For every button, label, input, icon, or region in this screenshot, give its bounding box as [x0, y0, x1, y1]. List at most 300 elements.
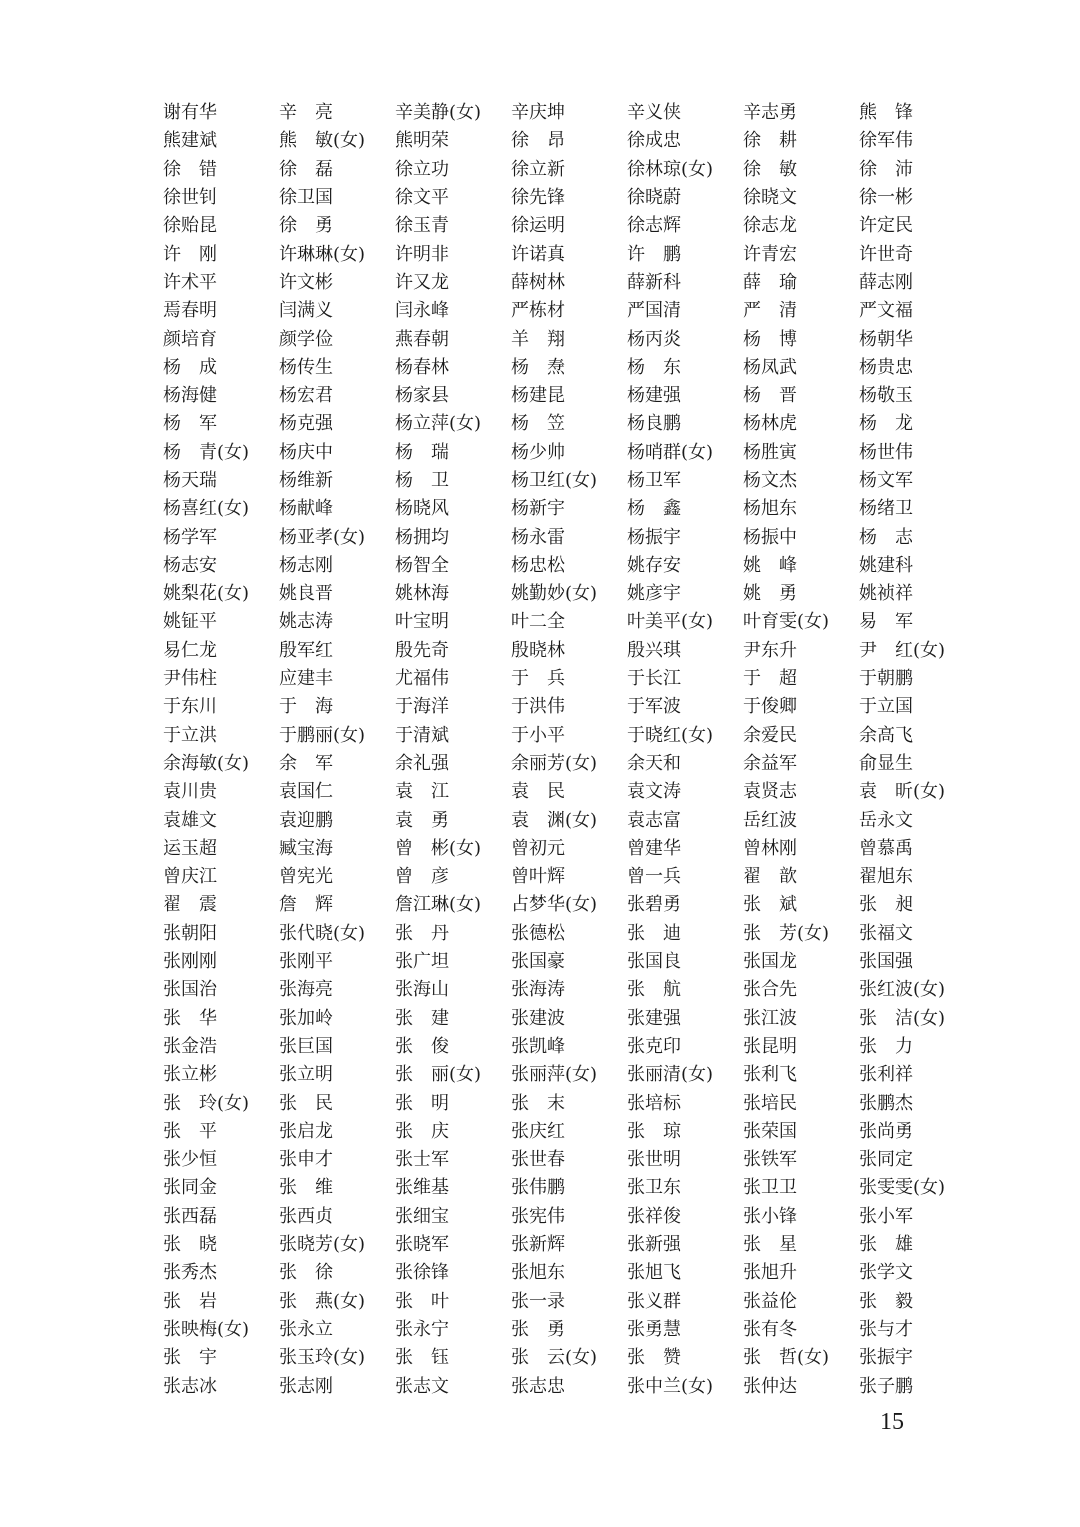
name-entry: 尹伟柱 [163, 668, 217, 690]
name-entry: 姚良晋 [279, 583, 333, 605]
name-entry: 叶美平(女) [627, 611, 714, 633]
name-entry: 张朝阳 [163, 922, 217, 944]
name-entry: 于 超 [743, 668, 797, 690]
name-entry: 张晓芳(女) [279, 1234, 366, 1256]
name-entry: 曾一兵 [627, 866, 681, 888]
name-entry: 张雯雯(女) [859, 1177, 946, 1199]
name-entry: 张 航 [627, 979, 681, 1001]
name-entry: 徐军伟 [859, 130, 913, 152]
name-entry: 张永立 [279, 1318, 333, 1340]
name-entry: 张 俊 [395, 1035, 449, 1057]
name-entry: 张同金 [163, 1177, 217, 1199]
name-entry: 薛树林 [511, 271, 565, 293]
name-entry: 张 末 [511, 1092, 565, 1114]
name-entry: 袁 渊(女) [511, 809, 598, 831]
name-entry: 杨 鑫 [627, 498, 681, 520]
name-entry: 羊 翔 [511, 328, 565, 350]
name-entry: 杨晓风 [395, 498, 449, 520]
name-entry: 姚林海 [395, 583, 449, 605]
name-entry: 张 丹 [395, 922, 449, 944]
name-entry: 占梦华(女) [511, 894, 598, 916]
name-entry: 尹 红(女) [859, 639, 946, 661]
name-entry: 张 岩 [163, 1290, 217, 1312]
name-entry: 徐 错 [163, 158, 217, 180]
name-entry: 严栋材 [511, 300, 565, 322]
name-entry: 张 雄 [859, 1234, 913, 1256]
name-entry: 袁雄文 [163, 809, 217, 831]
name-entry: 余海敏(女) [163, 752, 250, 774]
name-entry: 许术平 [163, 271, 217, 293]
name-entry: 张 洁(女) [859, 1007, 946, 1029]
name-entry: 杨 卫 [395, 470, 449, 491]
name-entry: 张鹏杰 [859, 1092, 913, 1114]
name-entry: 徐运明 [511, 215, 565, 237]
name-entry: 张西贞 [279, 1205, 333, 1227]
name-entry: 运玉超 [163, 837, 217, 859]
name-entry: 张丽清(女) [627, 1064, 714, 1086]
name-entry: 张江波 [743, 1007, 797, 1029]
name-entry: 张丽萍(女) [511, 1064, 598, 1086]
name-entry: 袁 民 [511, 781, 565, 803]
name-entry: 詹江琳(女) [395, 894, 482, 916]
name-entry: 杨世伟 [859, 441, 913, 463]
name-entry: 张 宇 [163, 1347, 217, 1369]
name-entry: 颜学俭 [279, 328, 333, 350]
name-entry: 张 玲(女) [163, 1092, 250, 1114]
name-entry: 张中兰(女) [627, 1375, 714, 1397]
name-entry: 翟旭东 [859, 866, 913, 888]
name-entry: 张 勇 [511, 1318, 565, 1340]
name-entry: 张建波 [511, 1007, 565, 1029]
name-entry: 余天和 [627, 752, 681, 774]
name-entry: 张凯峰 [511, 1035, 565, 1057]
name-entry: 谢有华 [163, 102, 217, 124]
name-entry: 张 民 [279, 1092, 333, 1114]
name-entry: 焉春明 [163, 300, 217, 322]
name-entry: 杨凤武 [743, 356, 797, 378]
name-entry: 张振宇 [859, 1347, 913, 1369]
name-entry: 杨喜红(女) [163, 498, 250, 520]
name-entry: 张国治 [163, 979, 217, 1001]
name-entry: 张玉玲(女) [279, 1347, 366, 1369]
name-entry: 张 琼 [627, 1120, 681, 1142]
name-entry: 张 毅 [859, 1290, 913, 1312]
name-entry: 杨文军 [859, 470, 913, 491]
name-entry: 于清斌 [395, 724, 449, 746]
name-entry: 张海山 [395, 979, 449, 1001]
name-entry: 许明非 [395, 243, 449, 265]
name-entry: 张一录 [511, 1290, 565, 1312]
name-entry: 熊 敏(女) [279, 130, 366, 152]
name-entry: 张永宁 [395, 1318, 449, 1340]
name-entry: 袁国仁 [279, 781, 333, 803]
name-entry: 张新辉 [511, 1234, 565, 1256]
name-entry: 于东川 [163, 696, 217, 718]
name-entry: 张士军 [395, 1149, 449, 1171]
name-entry: 曾慕禹 [859, 837, 913, 859]
name-entry: 杨良鹏 [627, 413, 681, 435]
name-entry: 叶育雯(女) [743, 611, 830, 633]
name-entry: 杨春林 [395, 356, 449, 378]
name-entry: 严 清 [743, 300, 797, 322]
name-entry: 张国豪 [511, 951, 565, 973]
name-entry: 张 赞 [627, 1347, 681, 1369]
name-entry: 徐一彬 [859, 187, 913, 209]
name-entry: 许诺真 [511, 243, 565, 265]
name-entry: 于立洪 [163, 724, 217, 746]
name-entry: 张庆红 [511, 1120, 565, 1142]
name-entry: 徐林琼(女) [627, 158, 714, 180]
name-entry: 姚祯祥 [859, 583, 913, 605]
name-entry: 张新强 [627, 1234, 681, 1256]
name-entry: 徐文平 [395, 187, 449, 209]
name-entry: 杨建昆 [511, 385, 565, 407]
name-entry: 张尚勇 [859, 1120, 913, 1142]
name-entry: 翟 歆 [743, 866, 797, 888]
name-entry: 张义群 [627, 1290, 681, 1312]
name-entry: 徐 敏 [743, 158, 797, 180]
name-entry: 杨立萍(女) [395, 413, 482, 435]
name-entry: 辛志勇 [743, 102, 797, 124]
name-entry: 杨 东 [627, 356, 681, 378]
name-entry: 应建丰 [279, 668, 333, 690]
name-entry: 张 星 [743, 1234, 797, 1256]
name-entry: 叶二全 [511, 611, 565, 633]
name-entry: 张利飞 [743, 1064, 797, 1086]
name-entry: 颜培育 [163, 328, 217, 350]
name-entry: 许 鹏 [627, 243, 681, 265]
name-entry: 张铁军 [743, 1149, 797, 1171]
name-entry: 张 芳(女) [743, 922, 830, 944]
name-entry: 翟 震 [163, 894, 217, 916]
name-entry: 张西磊 [163, 1205, 217, 1227]
name-entry: 杨志安 [163, 554, 217, 576]
name-entry: 杨振中 [743, 526, 797, 548]
name-entry: 张小锋 [743, 1205, 797, 1227]
name-entry: 殷军红 [279, 639, 333, 661]
name-entry: 张刚平 [279, 951, 333, 973]
name-entry: 杨文杰 [743, 470, 797, 491]
name-entry: 姚志涛 [279, 611, 333, 633]
name-entry: 于朝鹏 [859, 668, 913, 690]
name-entry: 张 庆 [395, 1120, 449, 1142]
name-entry: 杨 成 [163, 356, 217, 378]
name-entry: 杨建强 [627, 385, 681, 407]
name-entry: 于鹏丽(女) [279, 724, 366, 746]
name-entry: 尹东升 [743, 639, 797, 661]
name-entry: 徐玉青 [395, 215, 449, 237]
name-entry: 姚梨花(女) [163, 583, 250, 605]
name-entry: 杨 焘 [511, 356, 565, 378]
name-entry: 袁志富 [627, 809, 681, 831]
name-entry: 张仲达 [743, 1375, 797, 1397]
name-entry: 张 平 [163, 1120, 217, 1142]
name-entry: 张子鹏 [859, 1375, 913, 1397]
name-entry: 杨天瑞 [163, 470, 217, 491]
name-entry: 徐立新 [511, 158, 565, 180]
name-entry: 杨林虎 [743, 413, 797, 435]
name-entry: 张宪伟 [511, 1205, 565, 1227]
name-entry: 张学文 [859, 1262, 913, 1284]
name-entry: 杨 博 [743, 328, 797, 350]
name-entry: 杨 志 [859, 526, 913, 548]
name-entry: 于晓红(女) [627, 724, 714, 746]
name-entry: 熊 锋 [859, 102, 913, 124]
name-entry: 杨智全 [395, 554, 449, 576]
name-entry: 杨卫红(女) [511, 470, 598, 491]
name-entry: 于小平 [511, 724, 565, 746]
name-entry: 余丽芳(女) [511, 752, 598, 774]
name-entry: 许定民 [859, 215, 913, 237]
name-entry: 燕春朝 [395, 328, 449, 350]
name-entry: 许青宏 [743, 243, 797, 265]
name-entry: 严国清 [627, 300, 681, 322]
name-entry: 杨贵忠 [859, 356, 913, 378]
name-entry: 张小军 [859, 1205, 913, 1227]
name-entry: 袁文涛 [627, 781, 681, 803]
name-entry: 袁 昕(女) [859, 781, 946, 803]
name-entry: 张旭升 [743, 1262, 797, 1284]
name-entry: 张 明 [395, 1092, 449, 1114]
name-entry: 熊建斌 [163, 130, 217, 152]
name-entry: 杨庆中 [279, 441, 333, 463]
name-entry: 张 晓 [163, 1234, 217, 1256]
name-entry: 姚彦宇 [627, 583, 681, 605]
name-entry: 张加岭 [279, 1007, 333, 1029]
name-entry: 张 力 [859, 1035, 913, 1057]
name-entry: 袁贤志 [743, 781, 797, 803]
name-entry: 张映梅(女) [163, 1318, 250, 1340]
name-entry: 辛庆坤 [511, 102, 565, 124]
name-entry: 岳永文 [859, 809, 913, 831]
name-entry: 张立明 [279, 1064, 333, 1086]
name-entry: 徐立功 [395, 158, 449, 180]
name-entry: 严文福 [859, 300, 913, 322]
name-entry: 张 丽(女) [395, 1064, 482, 1086]
name-entry: 于军波 [627, 696, 681, 718]
name-entry: 杨宏君 [279, 385, 333, 407]
name-entry: 张国良 [627, 951, 681, 973]
name-entry: 徐 沛 [859, 158, 913, 180]
name-entry: 曾叶辉 [511, 866, 565, 888]
name-entry: 许又龙 [395, 271, 449, 293]
name-entry: 易 军 [859, 611, 913, 633]
name-entry: 尤福伟 [395, 668, 449, 690]
name-entry: 徐贻昆 [163, 215, 217, 237]
name-entry: 张 建 [395, 1007, 449, 1029]
name-entry: 张克印 [627, 1035, 681, 1057]
name-entry: 杨 笠 [511, 413, 565, 435]
name-entry: 许文彬 [279, 271, 333, 293]
name-entry: 张益伦 [743, 1290, 797, 1312]
name-entry: 余益军 [743, 752, 797, 774]
name-entry: 徐志龙 [743, 215, 797, 237]
name-entry: 杨 青(女) [163, 441, 250, 463]
name-entry: 张国强 [859, 951, 913, 973]
name-entry: 杨献峰 [279, 498, 333, 520]
name-entry: 杨敬玉 [859, 385, 913, 407]
name-entry: 张广坦 [395, 951, 449, 973]
name-entry: 杨忠松 [511, 554, 565, 576]
name-entry: 张培民 [743, 1092, 797, 1114]
name-entry: 张卫东 [627, 1177, 681, 1199]
name-entry: 薛新科 [627, 271, 681, 293]
name-entry: 张利祥 [859, 1064, 913, 1086]
name-entry: 杨永雷 [511, 526, 565, 548]
name-entry: 张 叶 [395, 1290, 449, 1312]
name-entry: 曾建华 [627, 837, 681, 859]
name-entry: 张伟鹏 [511, 1177, 565, 1199]
name-entry: 杨克强 [279, 413, 333, 435]
name-entry: 姚勤妙(女) [511, 583, 598, 605]
name-entry: 张国龙 [743, 951, 797, 973]
name-entry: 余爱民 [743, 724, 797, 746]
name-entry: 岳红波 [743, 809, 797, 831]
name-entry: 殷兴琪 [627, 639, 681, 661]
name-entry: 殷晓林 [511, 639, 565, 661]
name-entry: 张 哲(女) [743, 1347, 830, 1369]
name-entry: 曾林刚 [743, 837, 797, 859]
name-entry: 杨振宇 [627, 526, 681, 548]
name-entry: 杨绪卫 [859, 498, 913, 520]
name-entry: 易仁龙 [163, 639, 217, 661]
name-entry: 薛 瑜 [743, 271, 797, 293]
name-entry: 叶宝明 [395, 611, 449, 633]
name-entry: 张 徐 [279, 1262, 333, 1284]
name-entry: 张有冬 [743, 1318, 797, 1340]
name-entry: 徐卫国 [279, 187, 333, 209]
name-entry: 张德松 [511, 922, 565, 944]
name-entry: 张世春 [511, 1149, 565, 1171]
name-entry: 于立国 [859, 696, 913, 718]
name-entry: 杨少帅 [511, 441, 565, 463]
name-entry: 熊明荣 [395, 130, 449, 152]
name-entry: 于俊卿 [743, 696, 797, 718]
name-entry: 张晓军 [395, 1234, 449, 1256]
name-entry: 张福文 [859, 922, 913, 944]
name-entry: 张昆明 [743, 1035, 797, 1057]
name-entry: 张 迪 [627, 922, 681, 944]
name-entry: 杨 晋 [743, 385, 797, 407]
name-entry: 张合先 [743, 979, 797, 1001]
name-entry: 徐 耕 [743, 130, 797, 152]
name-entry: 于海洋 [395, 696, 449, 718]
name-entry: 徐晓蔚 [627, 187, 681, 209]
name-entry: 张祥俊 [627, 1205, 681, 1227]
name-entry: 张旭东 [511, 1262, 565, 1284]
name-entry: 杨新宇 [511, 498, 565, 520]
name-entry: 徐成忠 [627, 130, 681, 152]
name-entry: 张巨国 [279, 1035, 333, 1057]
name-entry: 杨亚孝(女) [279, 526, 366, 548]
name-entry: 曾 彬(女) [395, 837, 482, 859]
name-entry: 杨拥均 [395, 526, 449, 548]
name-entry: 张启龙 [279, 1120, 333, 1142]
name-entry: 杨 军 [163, 413, 217, 435]
name-entry: 姚 峰 [743, 554, 797, 576]
name-entry: 姚 勇 [743, 583, 797, 605]
name-entry: 张 钰 [395, 1347, 449, 1369]
name-entry: 薛志刚 [859, 271, 913, 293]
name-entry: 张与才 [859, 1318, 913, 1340]
name-entry: 俞显生 [859, 752, 913, 774]
name-entry: 杨志刚 [279, 554, 333, 576]
name-entry: 张 昶 [859, 894, 913, 916]
name-entry: 姚建科 [859, 554, 913, 576]
name-entry: 曾庆江 [163, 866, 217, 888]
name-entry: 姚存安 [627, 554, 681, 576]
page-number: 15 [880, 1409, 904, 1435]
name-entry: 许世奇 [859, 243, 913, 265]
name-entry: 张建强 [627, 1007, 681, 1029]
name-entry: 许 刚 [163, 243, 217, 265]
name-entry: 于 兵 [511, 668, 565, 690]
name-entry: 张秀杰 [163, 1262, 217, 1284]
name-entry: 闫永峰 [395, 300, 449, 322]
name-entry: 张红波(女) [859, 979, 946, 1001]
name-entry: 杨家县 [395, 385, 449, 407]
name-entry: 辛义侠 [627, 102, 681, 124]
name-entry: 杨哨群(女) [627, 441, 714, 463]
name-entry: 曾初元 [511, 837, 565, 859]
name-entry: 杨丙炎 [627, 328, 681, 350]
name-entry: 余高飞 [859, 724, 913, 746]
name-entry: 张旭飞 [627, 1262, 681, 1284]
name-entry: 曾宪光 [279, 866, 333, 888]
name-entry: 张碧勇 [627, 894, 681, 916]
name-entry: 于洪伟 [511, 696, 565, 718]
name-entry: 张培标 [627, 1092, 681, 1114]
name-entry: 张金浩 [163, 1035, 217, 1057]
name-entry: 张同定 [859, 1149, 913, 1171]
name-entry: 张维基 [395, 1177, 449, 1199]
name-entry: 辛 亮 [279, 102, 333, 124]
name-entry: 张申才 [279, 1149, 333, 1171]
name-entry: 闫满义 [279, 300, 333, 322]
name-entry: 徐 昂 [511, 130, 565, 152]
name-entry: 袁 勇 [395, 809, 449, 831]
name-entry: 殷先奇 [395, 639, 449, 661]
name-entry: 辛美静(女) [395, 102, 482, 124]
name-entry: 杨胜寅 [743, 441, 797, 463]
name-entry: 徐先锋 [511, 187, 565, 209]
name-entry: 余礼强 [395, 752, 449, 774]
name-entry: 徐 勇 [279, 215, 333, 237]
name-entry: 曾 彦 [395, 866, 449, 888]
name-entry: 杨学军 [163, 526, 217, 548]
name-entry: 张立彬 [163, 1064, 217, 1086]
name-entry: 杨旭东 [743, 498, 797, 520]
name-entry: 张 斌 [743, 894, 797, 916]
name-entry: 张刚刚 [163, 951, 217, 973]
name-entry: 姚钲平 [163, 611, 217, 633]
name-entry: 张志文 [395, 1375, 449, 1397]
name-entry: 杨传生 [279, 356, 333, 378]
name-entry: 张勇慧 [627, 1318, 681, 1340]
name-entry: 袁 江 [395, 781, 449, 803]
name-entry: 杨 瑞 [395, 441, 449, 463]
name-entry: 杨维新 [279, 470, 333, 491]
name-entry: 张志忠 [511, 1375, 565, 1397]
name-entry: 余 军 [279, 752, 333, 774]
name-entry: 张志刚 [279, 1375, 333, 1397]
name-entry: 徐晓文 [743, 187, 797, 209]
name-entry: 徐世钊 [163, 187, 217, 209]
name-entry: 杨 龙 [859, 413, 913, 435]
name-entry: 张少恒 [163, 1149, 217, 1171]
name-entry: 张海涛 [511, 979, 565, 1001]
name-entry: 杨海健 [163, 385, 217, 407]
